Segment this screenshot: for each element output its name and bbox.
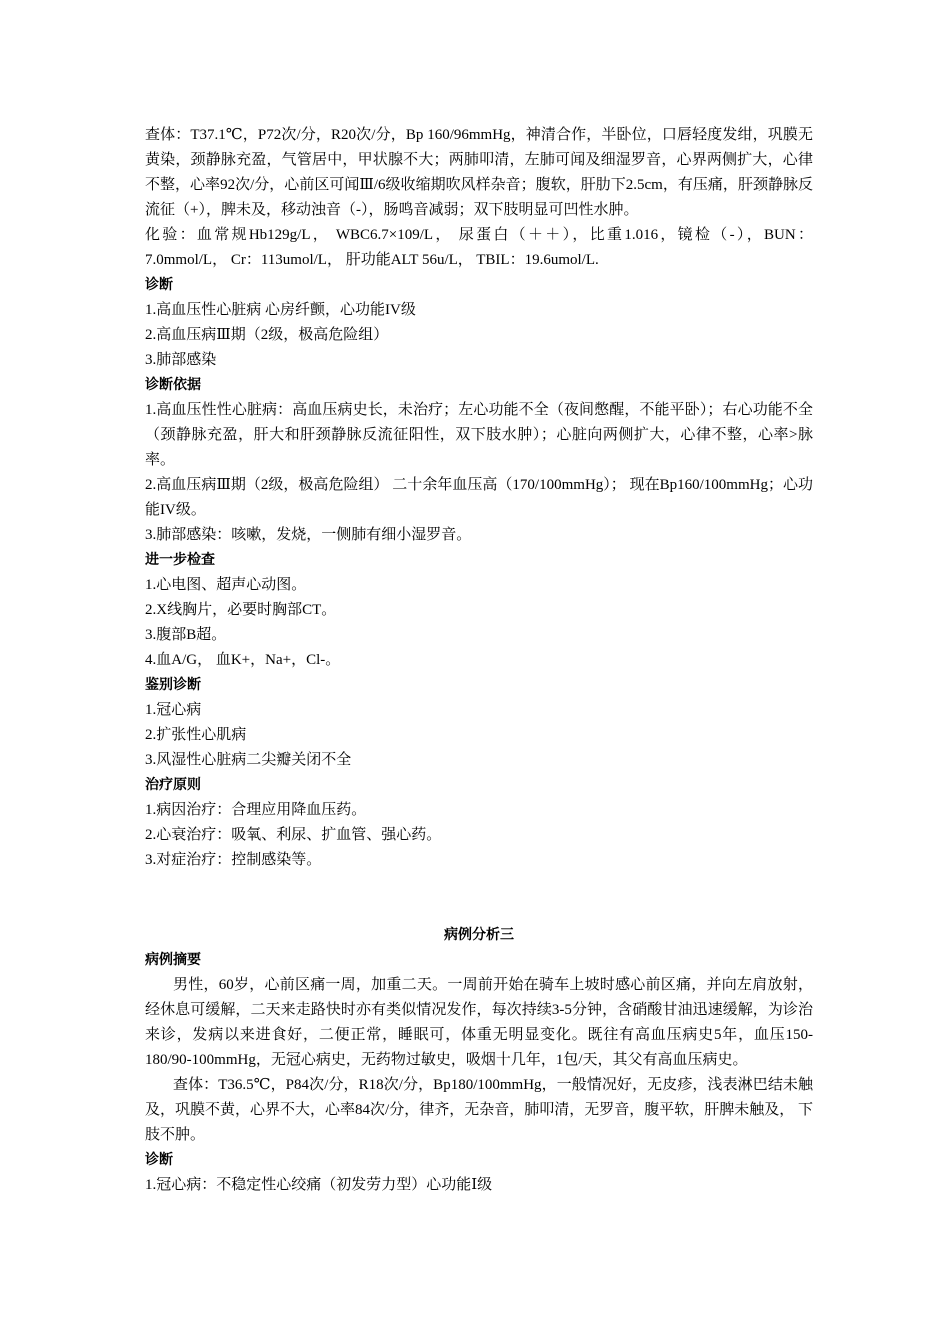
further-exam-item: 3.腹部B超。 <box>145 627 227 643</box>
case-exam-paragraph: 查体：T36.5℃，P84次/分，R18次/分，Bp180/100mmHg，一般情况好，无皮疹，浅表淋巴结未触及，巩膜不黄，心界不大，心率84次/分，律齐，无杂音，肺叩清，无罗音，腹平软，肝脾未触及， 下肢不肿。 <box>145 1077 813 1143</box>
differential-item: 2.扩张性心肌病 <box>145 727 247 743</box>
case-summary-heading: 病例摘要 <box>145 952 201 968</box>
case-diagnosis-heading: 诊断 <box>145 1152 173 1168</box>
treatment-item: 2.心衰治疗：吸氧、利尿、扩血管、强心药。 <box>145 827 442 843</box>
section-spacer <box>145 873 813 923</box>
differential-heading: 鉴别诊断 <box>145 677 201 693</box>
lab-results-paragraph: 化验：血常规Hb129g/L， WBC6.7×109/L， 尿蛋白（＋＋），比重1.016，镜检（-），BUN：7.0mmol/L， Cr：113umol/L， 肝功能ALT 56u/L， TBIL：19.6umol/L. <box>145 227 813 268</box>
diagnosis-basis-item: 1.高血压性性心脏病：高血压病史长，未治疗；左心功能不全（夜间憋醒，不能平卧）；右心功能不全（颈静脉充盈，肝大和肝颈静脉反流征阳性，双下肢水肿）；心脏向两侧扩大，心律不整，心率>脉率。 <box>145 402 813 468</box>
diagnosis-basis-heading: 诊断依据 <box>145 377 201 393</box>
further-exam-heading: 进一步检查 <box>145 552 215 568</box>
diagnosis-item: 1.高血压性心脏病 心房纤颤，心功能IV级 <box>145 302 416 318</box>
treatment-heading: 治疗原则 <box>145 777 201 793</box>
diagnosis-basis-item: 2.高血压病Ⅲ期（2级，极高危险组） 二十余年血压高（170/100mmHg）； 现在Bp160/100mmHg；心功能IV级。 <box>145 477 813 518</box>
treatment-item: 3.对症治疗：控制感染等。 <box>145 852 322 868</box>
diagnosis-basis-item: 3.肺部感染：咳嗽，发烧，一侧肺有细小湿罗音。 <box>145 527 472 543</box>
treatment-item: 1.病因治疗：合理应用降血压药。 <box>145 802 367 818</box>
further-exam-item: 2.X线胸片，必要时胸部CT。 <box>145 602 337 618</box>
case-summary-paragraph: 男性，60岁，心前区痛一周，加重二天。一周前开始在骑车上坡时感心前区痛，并向左肩放射，经休息可缓解，二天来走路快时亦有类似情况发作，每次持续3-5分钟，含硝酸甘油迅速缓解，为诊治来诊，发病以来进食好，二便正常，睡眠可，体重无明显变化。既往有高血压病史5年，血压150-180/90-100mmHg，无冠心病史，无药物过敏史，吸烟十几年，1包/天，其父有高血压病史。 <box>145 977 813 1068</box>
case-title: 病例分析三 <box>444 927 514 943</box>
differential-item: 1.冠心病 <box>145 702 202 718</box>
further-exam-item: 4.血A/G， 血K+，Na+，Cl-。 <box>145 652 341 668</box>
differential-item: 3.风湿性心脏病二尖瓣关闭不全 <box>145 752 352 768</box>
document-page <box>145 123 813 1198</box>
further-exam-item: 1.心电图、超声心动图。 <box>145 577 307 593</box>
diagnosis-heading: 诊断 <box>145 277 173 293</box>
physical-exam-paragraph: 查体：T37.1℃，P72次/分，R20次/分，Bp 160/96mmHg，神清合作，半卧位，口唇轻度发绀，巩膜无黄染，颈静脉充盈，气管居中，甲状腺不大；两肺叩清，左肺可闻及细湿罗音，心界两侧扩大，心律不整，心率92次/分，心前区可闻Ⅲ/6级收缩期吹风样杂音；腹软，肝肋下2.5cm，有压痛，肝颈静脉反流征（+），脾未及，移动浊音（-），肠鸣音减弱；双下肢明显可凹性水肿。 <box>145 127 813 218</box>
diagnosis-item: 3.肺部感染 <box>145 352 217 368</box>
diagnosis-item: 2.高血压病Ⅲ期（2级，极高危险组） <box>145 327 389 343</box>
case-diagnosis-item: 1.冠心病：不稳定性心绞痛（初发劳力型）心功能Ⅰ级 <box>145 1177 493 1193</box>
